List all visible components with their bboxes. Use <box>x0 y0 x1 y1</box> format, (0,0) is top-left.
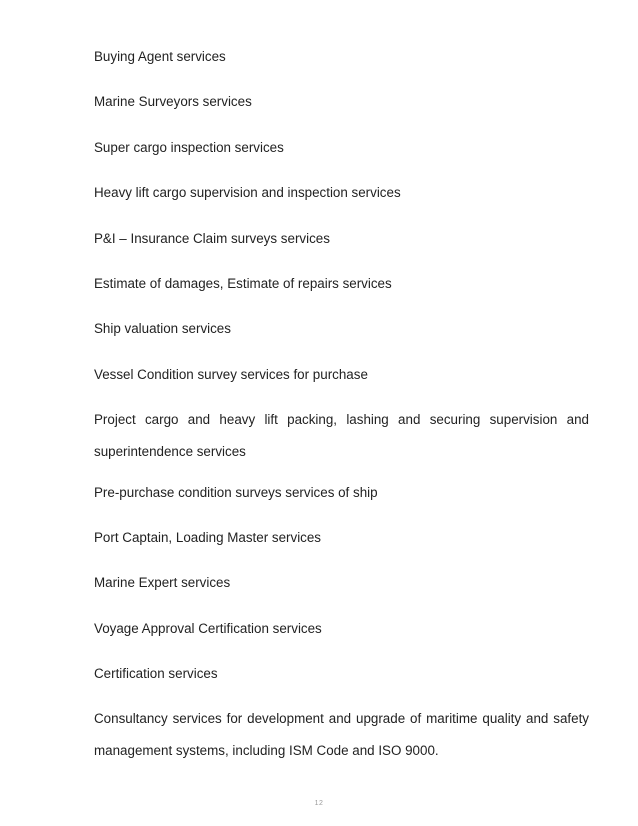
service-item-consultancy: Consultancy services for development and upgrade of maritime quality and safety management systems, including ISM Code and ISO 9000. <box>94 711 589 759</box>
service-item-estimate-damages: Estimate of damages, Estimate of repairs services <box>94 275 392 291</box>
service-item-heavy-lift: Heavy lift cargo supervision and inspection services <box>94 185 401 201</box>
service-item-port-captain: Port Captain, Loading Master services <box>94 529 322 545</box>
page-number: 12 <box>314 800 324 807</box>
service-item-certification: Certification services <box>94 666 218 682</box>
service-item-pi-insurance: P&I – Insurance Claim surveys services <box>94 230 330 246</box>
service-item-marine-expert: Marine Expert services <box>94 575 231 591</box>
service-item-voyage-approval: Voyage Approval Certification services <box>94 620 322 636</box>
service-item-super-cargo: Super cargo inspection services <box>94 139 284 155</box>
service-item-buying-agent: Buying Agent services <box>94 49 226 64</box>
service-item-ship-valuation: Ship valuation services <box>94 321 231 337</box>
service-item-project-cargo: Project cargo and heavy lift packing, lashing and securing supervision and superintendence services <box>94 412 589 460</box>
services-list <box>94 46 589 781</box>
service-item-pre-purchase: Pre-purchase condition surveys services of ship <box>94 484 378 500</box>
service-item-vessel-condition: Vessel Condition survey services for purchase <box>94 366 368 382</box>
service-item-marine-surveyors: Marine Surveyors services <box>94 94 252 110</box>
